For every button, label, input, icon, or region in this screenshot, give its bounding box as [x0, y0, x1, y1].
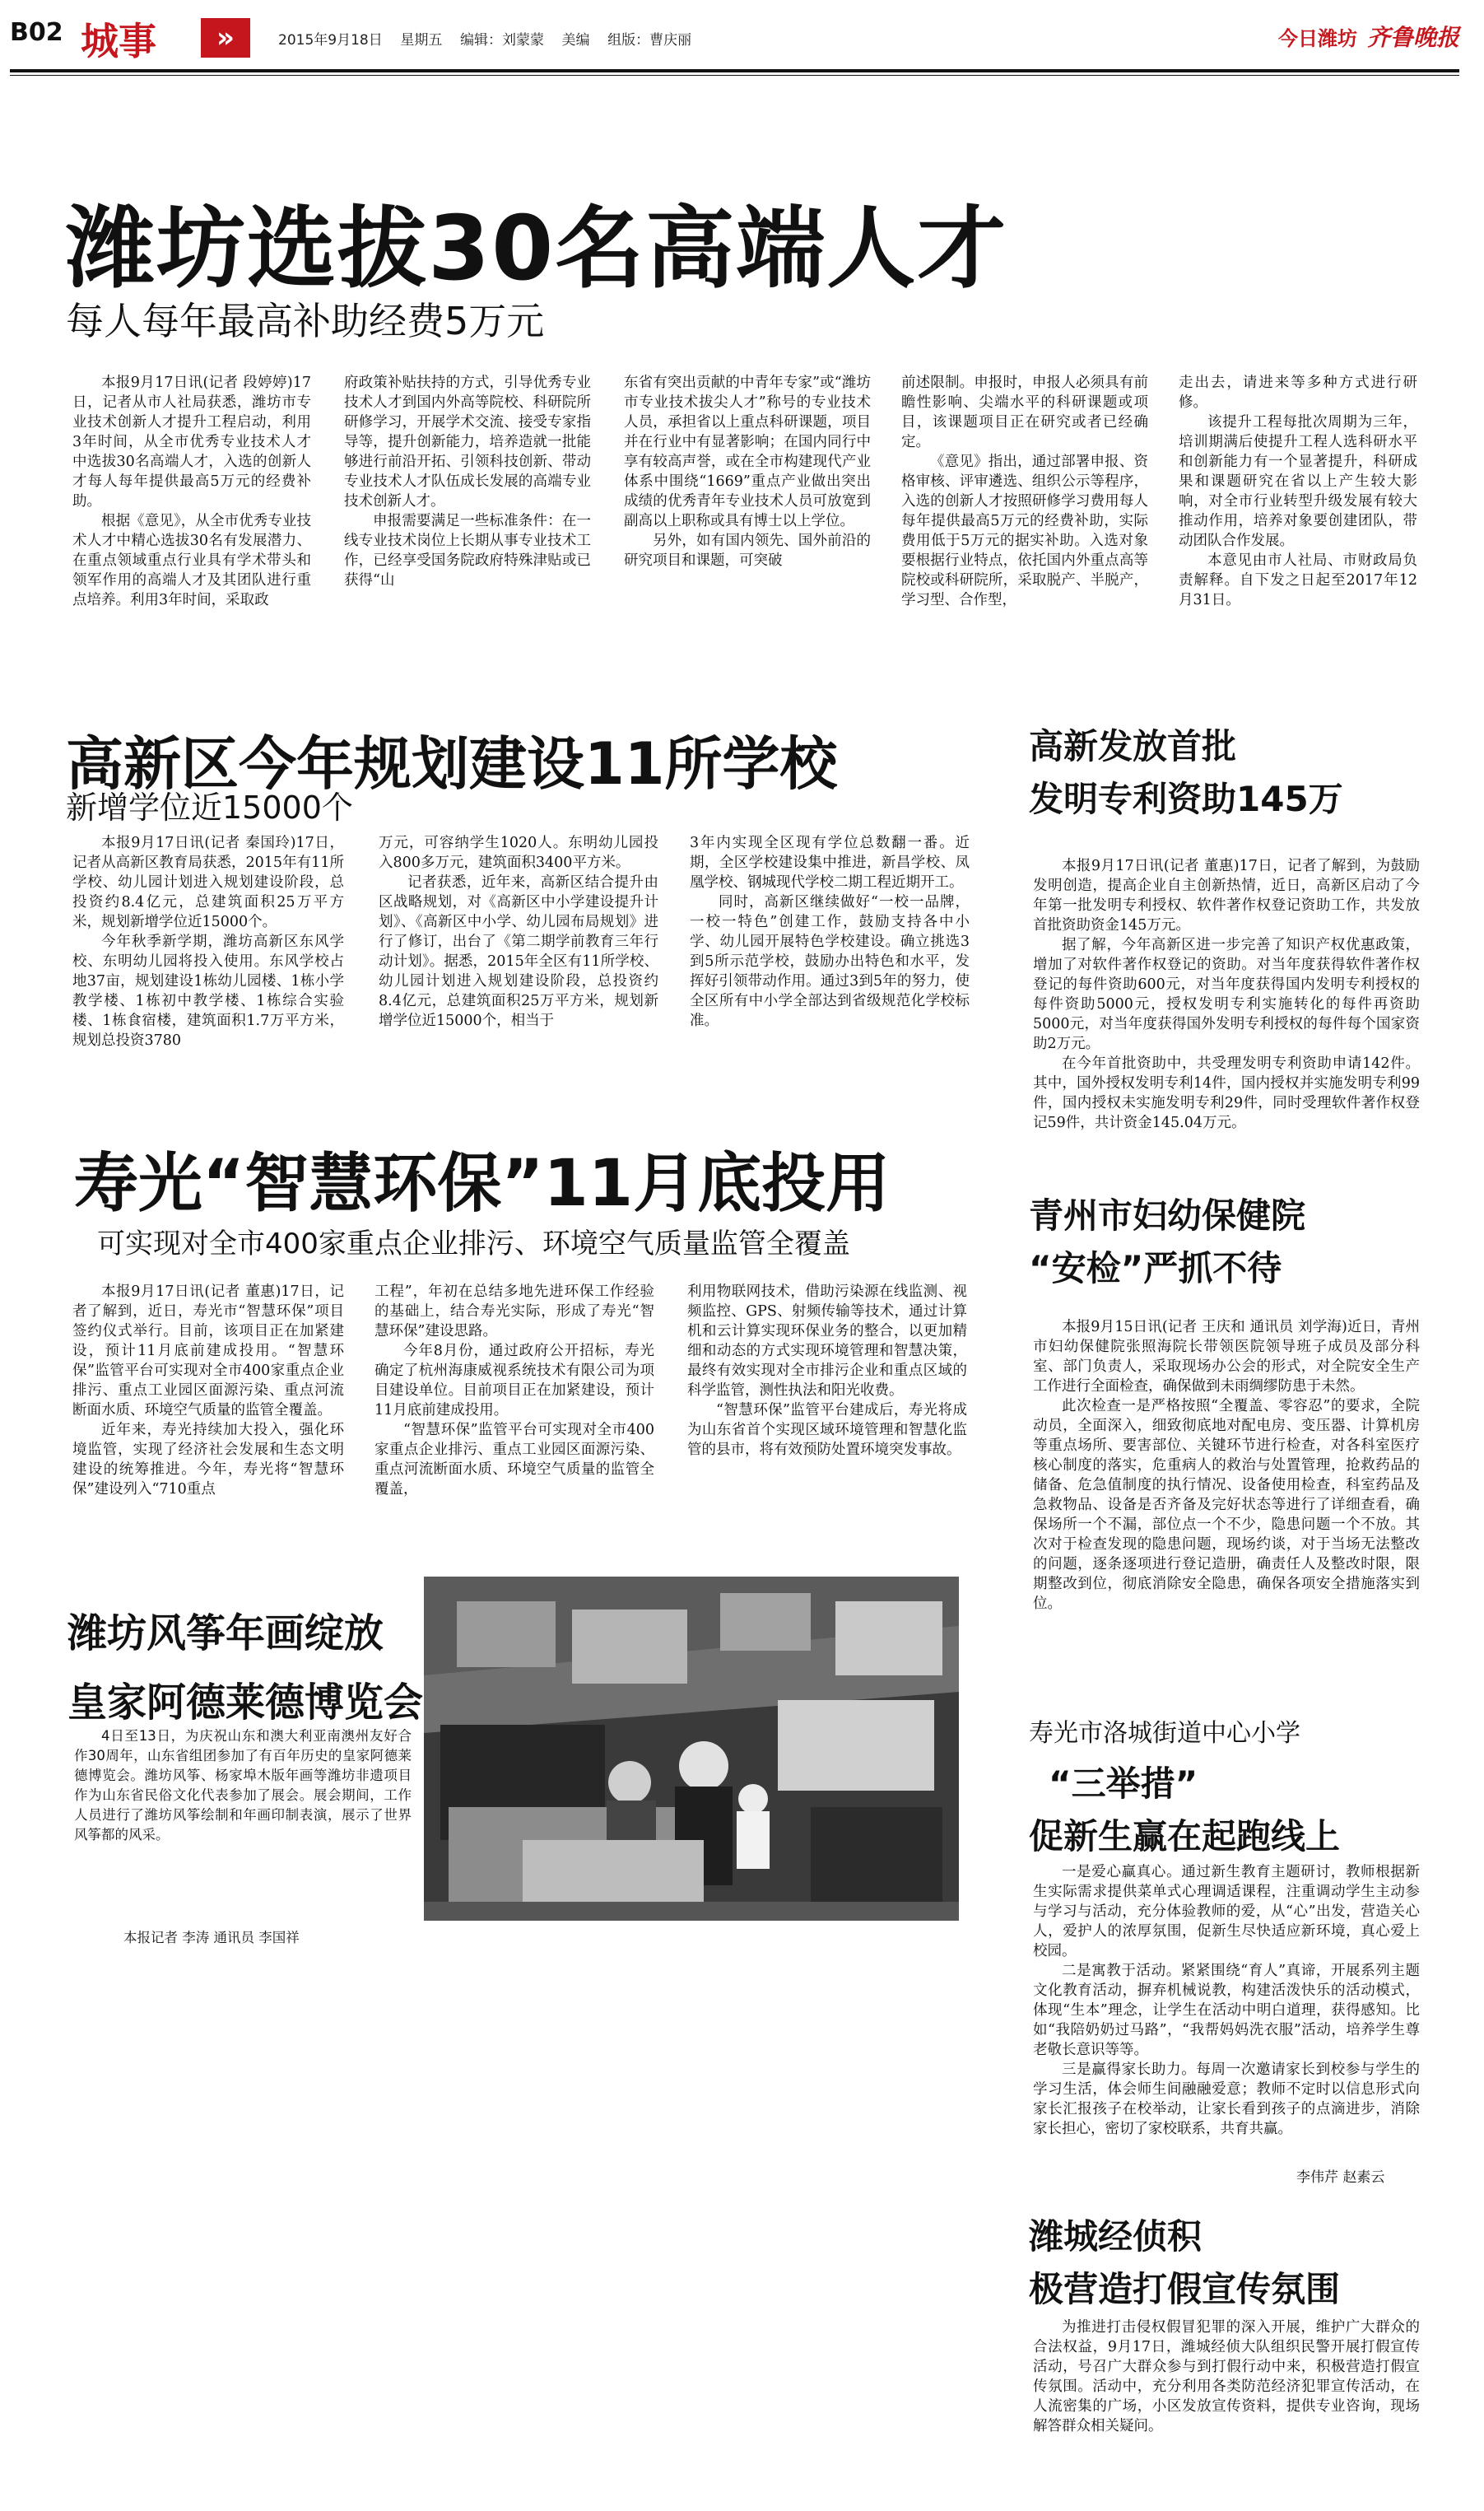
article-paragraph: 记者获悉，近年来，高新区结合提升由区战略规划，对《高新区中小学建设提升计划》、《高新区中小学、幼儿园布局规划》进行了修订，出台了《第二期学前教育三年行动计划》。据悉，2015年全区有11所学校、幼儿园计划进入规划建设阶段，总投资约8.4亿元，总建筑面积25万平方米，规划新增学位近15000个，相当于	[379, 874, 658, 1029]
school-headline	[1029, 1758, 1340, 1863]
school-body	[1033, 1862, 1420, 2159]
schools-column-2	[379, 833, 658, 1098]
patent-body	[1033, 856, 1420, 1202]
article-paragraph: 二是寓教于活动。紧紧围绕“育人”真谛，开展系列主题文化教育活动，摒弃机械说教，构建活泼快乐的活动模式，体现“生本”理念，让学生在活动中明白道理，获得感知。比如“我陪奶奶过马路”，“我帮妈妈洗衣服”活动，培养学生尊老敬长意识等等。	[1033, 1963, 1420, 2058]
patent-headline-line-1: 高新发放首批	[1029, 726, 1237, 766]
exhibition-photo-image	[424, 1577, 959, 1921]
counterfeit-headline-line-2: 极营造打假宣传氛围	[1029, 2269, 1341, 2309]
hospital-headline	[1029, 1190, 1305, 1295]
article-paragraph: 《意见》指出，通过部署申报、资格审核、评审遴选、组织公示等程序，入选的创新人才按照研修学习费用每人每年提供最高5万元的经费补助，实际费用低于5万元的据实补助。入选对象要根据行业特点，依托国内外重点高等院校或科研院所，采取脱产、半脱产，学习型、合作型，	[901, 454, 1148, 608]
school-kicker: 寿光市洛城街道中心小学	[1029, 1719, 1300, 1748]
article-paragraph: 该提升工程每批次周期为三年，培训期满后使提升工程人选科研水平和创新能力有一个显著提升，科研成果和课题研究在省以上产生较大影响，对全市行业转型升级发展有较大推动作用，培养对象要创建团队，带动团队合作发展。	[1179, 414, 1417, 549]
article-paragraph: 本报9月17日讯(记者 董惠)17日，记者了解到，近日，寿光市“智慧环保”项目签约仪式举行。目前，该项目正在加紧建设，预计11月底前建成投用。“智慧环保”监管平台可实现对全市400家重点企业排污、重点工业园区面源污染、重点河流断面水质、环境空气质量的监管全覆盖。	[72, 1283, 344, 1419]
article-paragraph: 在今年首批资助中，共受理发明专利资助申请142件。其中，国外授权发明专利14件，国内授权并实施发明专利99件，国内授权未实施发明专利29件，同时受理软件著作权登记59件，共计资金145.04万元。	[1033, 1055, 1420, 1131]
eco-column-3	[687, 1282, 967, 1566]
article-paragraph: 根据《意见》，从全市优秀专业技术人才中精心选拔30名有发展潜力、在重点领域重点行业具有学术带头和领军作用的高端人才及其团队进行重点培养。利用3年时间，采取政	[72, 513, 311, 608]
eco-column-2	[374, 1282, 654, 1566]
article-paragraph: 申报需要满足一些标准条件：在一线专业技术岗位上长期从事专业技术工作，已经享受国务院政府特殊津贴或已获得“山	[344, 513, 591, 589]
header-right-label: 今日潍坊	[1277, 27, 1357, 50]
article-paragraph: 今年秋季新学期，潍坊高新区东风学校、东明幼儿园将投入使用。东风学校占地37亩，规划建设1栋幼儿园楼、1栋小学教学楼、1栋初中教学楼、1栋综合实验楼、1栋食宿楼，建筑面积1.7万平方米，规划总投资3780	[72, 934, 344, 1049]
article-paragraph: “智慧环保”监管平台建成后，寿光将成为山东省首个实现区域环境管理和智慧化监管的县市，将有效预防处置环境突发事故。	[687, 1402, 967, 1458]
exhibition-photo	[424, 1577, 959, 1921]
article-paragraph: 利用物联网技术，借助污染源在线监测、视频监控、GPS、射频传输等技术，通过计算机和云计算实现环保业务的整合，以更加精细和动态的方式实现环境管理和智慧决策，最终有效实现对全市排污企业和重点区域的科学监管，测性执法和阳光收费。	[687, 1283, 967, 1399]
article-paragraph: 3年内实现全区现有学位总数翻一番。近期，全区学校建设集中推进，新昌学校、凤凰学校、钢城现代学校二期工程近期开工。	[690, 835, 970, 891]
article-paragraph: 前述限制。申报时，申报人必须具有前瞻性影响、尖端水平的科研课题或项目，该课题项目正在研究或者已经确定。	[901, 375, 1148, 450]
kite-headline-line-1: 潍坊风筝年画绽放	[67, 1610, 384, 1656]
article-paragraph: 据了解，今年高新区进一步完善了知识产权优惠政策，增加了对软件著作权登记的资助。对当年度获得软件著作权登记的每件资助600元，对当年度获得国内发明专利授权的每件资助5000元，授权发明专利实施转化的每件再资助5000元，对当年度获得国外发明专利授权的每件每个国家资助2万元。	[1033, 937, 1420, 1052]
article-paragraph: 近年来，寿光持续加大投入，强化环境监管，实现了经济社会发展和生态文明建设的统筹推进。今年，寿光将“智慧环保”建设列入“710重点	[72, 1422, 344, 1498]
eco-subhead: 可实现对全市400家重点企业排污、环境空气质量监管全覆盖	[97, 1228, 850, 1260]
article-paragraph: 本报9月17日讯(记者 段婷婷)17日，记者从市人社局获悉，潍坊市专业技术创新人才提升工程启动，利用3年时间，从全市优秀专业技术人才中选拔30名高端人才，入选的创新人才每人每年提供最高5万元的经费补助。	[72, 375, 311, 510]
lead-column-3	[624, 373, 871, 653]
article-paragraph: 本报9月17日讯(记者 秦国玲)17日，记者从高新区教育局获悉，2015年有11所学校、幼儿园计划进入规划建设阶段，总投资约8.4亿元，总建筑面积25万平方米，规划新增学位近15000个。	[72, 835, 344, 930]
paper-logo: 齐鲁晚报	[1366, 24, 1459, 51]
lead-column-1	[72, 373, 311, 653]
header-right	[1278, 20, 1459, 53]
school-headline-line-2: 促新生赢在起跑线上	[1029, 1816, 1341, 1856]
header-rule	[10, 69, 1459, 72]
counterfeit-headline	[1029, 2211, 1340, 2316]
eco-column-1	[72, 1282, 344, 1566]
hospital-headline-line-2: “安检”严抓不待	[1029, 1248, 1282, 1288]
schools-column-1	[72, 833, 344, 1098]
counterfeit-headline-line-1: 潍城经侦积	[1029, 2216, 1203, 2257]
article-paragraph: 今年8月份，通过政府公开招标，寿光确定了杭州海康威视系统技术有限公司为项目建设单位。目前项目正在加紧建设，预计11月底前建成投用。	[374, 1343, 654, 1419]
lead-column-5	[1179, 373, 1417, 653]
header-meta: 2015年9月18日 星期五 编辑：刘蒙蒙 美编 组版：曹庆丽	[278, 32, 692, 49]
kite-credit: 本报记者 李涛 通讯员 李国祥	[123, 1930, 300, 1945]
article-paragraph: 本报9月17日讯(记者 董惠)17日，记者了解到，为鼓励发明创造，提高企业自主创新热情，近日，高新区启动了今年第一批发明专利授权、软件著作权登记资助工作，共发放首批资助资金145万元。	[1033, 858, 1420, 934]
schools-headline: 高新区今年规划建设11所学校	[66, 730, 838, 798]
header-rule-thin	[10, 75, 1459, 76]
article-paragraph: 一是爱心赢真心。通过新生教育主题研讨，教师根据新生实际需求提供菜单式心理调适课程，注重调动学生主动参与学习与活动，充分体验教师的爱，从“心”出发，营造关心人，爱护人的浓厚氛围，促新生尽快适应新环境，真心爱上校园。	[1033, 1864, 1420, 1959]
article-paragraph: 万元，可容纳学生1020人。东明幼儿园投入800多万元，建筑面积3400平方米。	[379, 835, 658, 871]
kite-headline	[67, 1599, 423, 1737]
counterfeit-body	[1033, 2318, 1420, 2499]
article-paragraph: 东省有突出贡献的中青年专家”或“潍坊市专业技术拔尖人才”称号的专业技术人员，承担省以上重点科研课题，项目并在行业中有显著影响；在国内同行中享有较高声誉，或在全市构建现代产业体系中围绕“1669”重点产业做出突出成绩的优秀青年专业技术人员可放宽到副高以上职称或具有博士以上学位。	[624, 375, 871, 529]
article-paragraph: 走出去，请进来等多种方式进行研修。	[1179, 375, 1417, 411]
kite-caption-text: 4日至13日，为庆祝山东和澳大利亚南澳州友好合作30周年，山东省组团参加了有百年历史的皇家阿德莱德博览会。潍坊风筝、杨家埠木版年画等潍坊非遗项目作为山东省民俗文化代表参加了展会。展会期间，工作人员进行了潍坊风筝绘制和年画印制表演，展示了世界风筝都的风采。	[74, 1728, 412, 1842]
hospital-body	[1033, 1317, 1420, 1696]
section-arrow-icon: »	[201, 18, 250, 58]
article-paragraph: 本报9月15日讯(记者 王庆和 通讯员 刘学海)近日，青州市妇幼保健院张照海院长带领医院领导班子成员及部分科室、部门负责人，采取现场办公会的形式，对全院安全生产工作进行全面检查，确保做到未雨绸缪防患于未然。	[1033, 1319, 1420, 1395]
lead-column-4	[901, 373, 1148, 653]
kite-caption	[74, 1726, 412, 1845]
article-paragraph: “智慧环保”监管平台可实现对全市400家重点企业排污、重点工业园区面源污染、重点河流断面水质、环境空气质量的监管全覆盖，	[374, 1422, 654, 1498]
eco-headline: 寿光“智慧环保”11月底投用	[74, 1147, 891, 1221]
lead-headline: 潍坊选拔30名高端人才	[66, 198, 1008, 300]
article-paragraph: 同时，高新区继续做好“一校一品牌，一校一特色”创建工作，鼓励支持各中小学、幼儿园开展特色学校建设。确立挑选3到5所示范学校，鼓励办出特色和水平，发挥好引领带动作用。通过3到5年的努力，使全区所有中小学全部达到省级规范化学校标准。	[690, 894, 970, 1029]
page-number: B02	[10, 18, 63, 47]
schools-subhead: 新增学位近15000个	[66, 790, 353, 826]
article-paragraph: 三是赢得家长助力。每周一次邀请家长到校参与学生的学习生活，体会师生间融融爱意；教师不定时以信息形式向家长汇报孩子在校举动，让家长看到孩子的点滴进步，消除家长担心，密切了家校联系，共育共赢。	[1033, 2061, 1420, 2137]
school-credit: 李伟芹 赵素云	[1296, 2169, 1385, 2186]
school-headline-line-1: “三举措”	[1049, 1763, 1198, 1804]
article-paragraph: 为推进打击侵权假冒犯罪的深入开展，维护广大群众的合法权益，9月17日，潍城经侦大队组织民警开展打假宣传活动，号召广大群众参与到打假行动中来，积极营造打假宣传氛围。活动中，充分利用各类防范经济犯罪宣传活动，在人流密集的广场，小区发放宣传资料，提供专业咨询，现场解答群众相关疑问。	[1033, 2319, 1420, 2434]
article-paragraph: 府政策补贴扶持的方式，引导优秀专业技术人才到国内外高等院校、科研院所研修学习，开展学术交流、接受专家指导等，提升创新能力，培养造就一批能够进行前沿开拓、引领科技创新、带动专业技术人才队伍成长发展的高端专业技术创新人才。	[344, 375, 591, 510]
hospital-headline-line-1: 青州市妇幼保健院	[1029, 1195, 1306, 1236]
lead-subhead: 每人每年最高补助经费5万元	[66, 299, 545, 343]
kite-headline-line-2: 皇家阿德莱德博览会	[67, 1679, 424, 1726]
patent-headline	[1029, 720, 1343, 826]
patent-headline-line-2: 发明专利资助145万	[1029, 779, 1343, 819]
article-paragraph: 另外，如有国内领先、国外前沿的研究项目和课题，可突破	[624, 533, 871, 569]
lead-column-2	[344, 373, 591, 653]
article-paragraph: 工程”，年初在总结多地先进环保工作经验的基础上，结合寿光实际，形成了寿光“智慧环保”建设思路。	[374, 1283, 654, 1339]
article-paragraph: 本意见由市人社局、市财政局负责解释。自下发之日起至2017年12月31日。	[1179, 552, 1417, 608]
section-title: 城事	[81, 19, 156, 63]
article-paragraph: 此次检查一是严格按照“全覆盖、零容忍”的要求，全院动员，全面深入，细致彻底地对配电房、变压器、计算机房等重点场所、要害部位、关键环节进行检查，对各科室医疗核心制度的落实，危重病人的救治与处置管理，抢救药品的储备、危急值制度的执行情况、设备使用检查，科室药品及急救物品、设备是否齐备及完好状态等进行了详细查看，确保场所一个不漏，部位点一个不少，隐患问题一个不放。其次对于检查发现的隐患问题，现场约谈，对于当场无法整改的问题，逐条逐项进行登记造册，确责任人及整改时限，限期整改到位，彻底消除安全隐患，确保各项安全措施落实到位。	[1033, 1398, 1420, 1612]
schools-column-3	[690, 833, 970, 1098]
